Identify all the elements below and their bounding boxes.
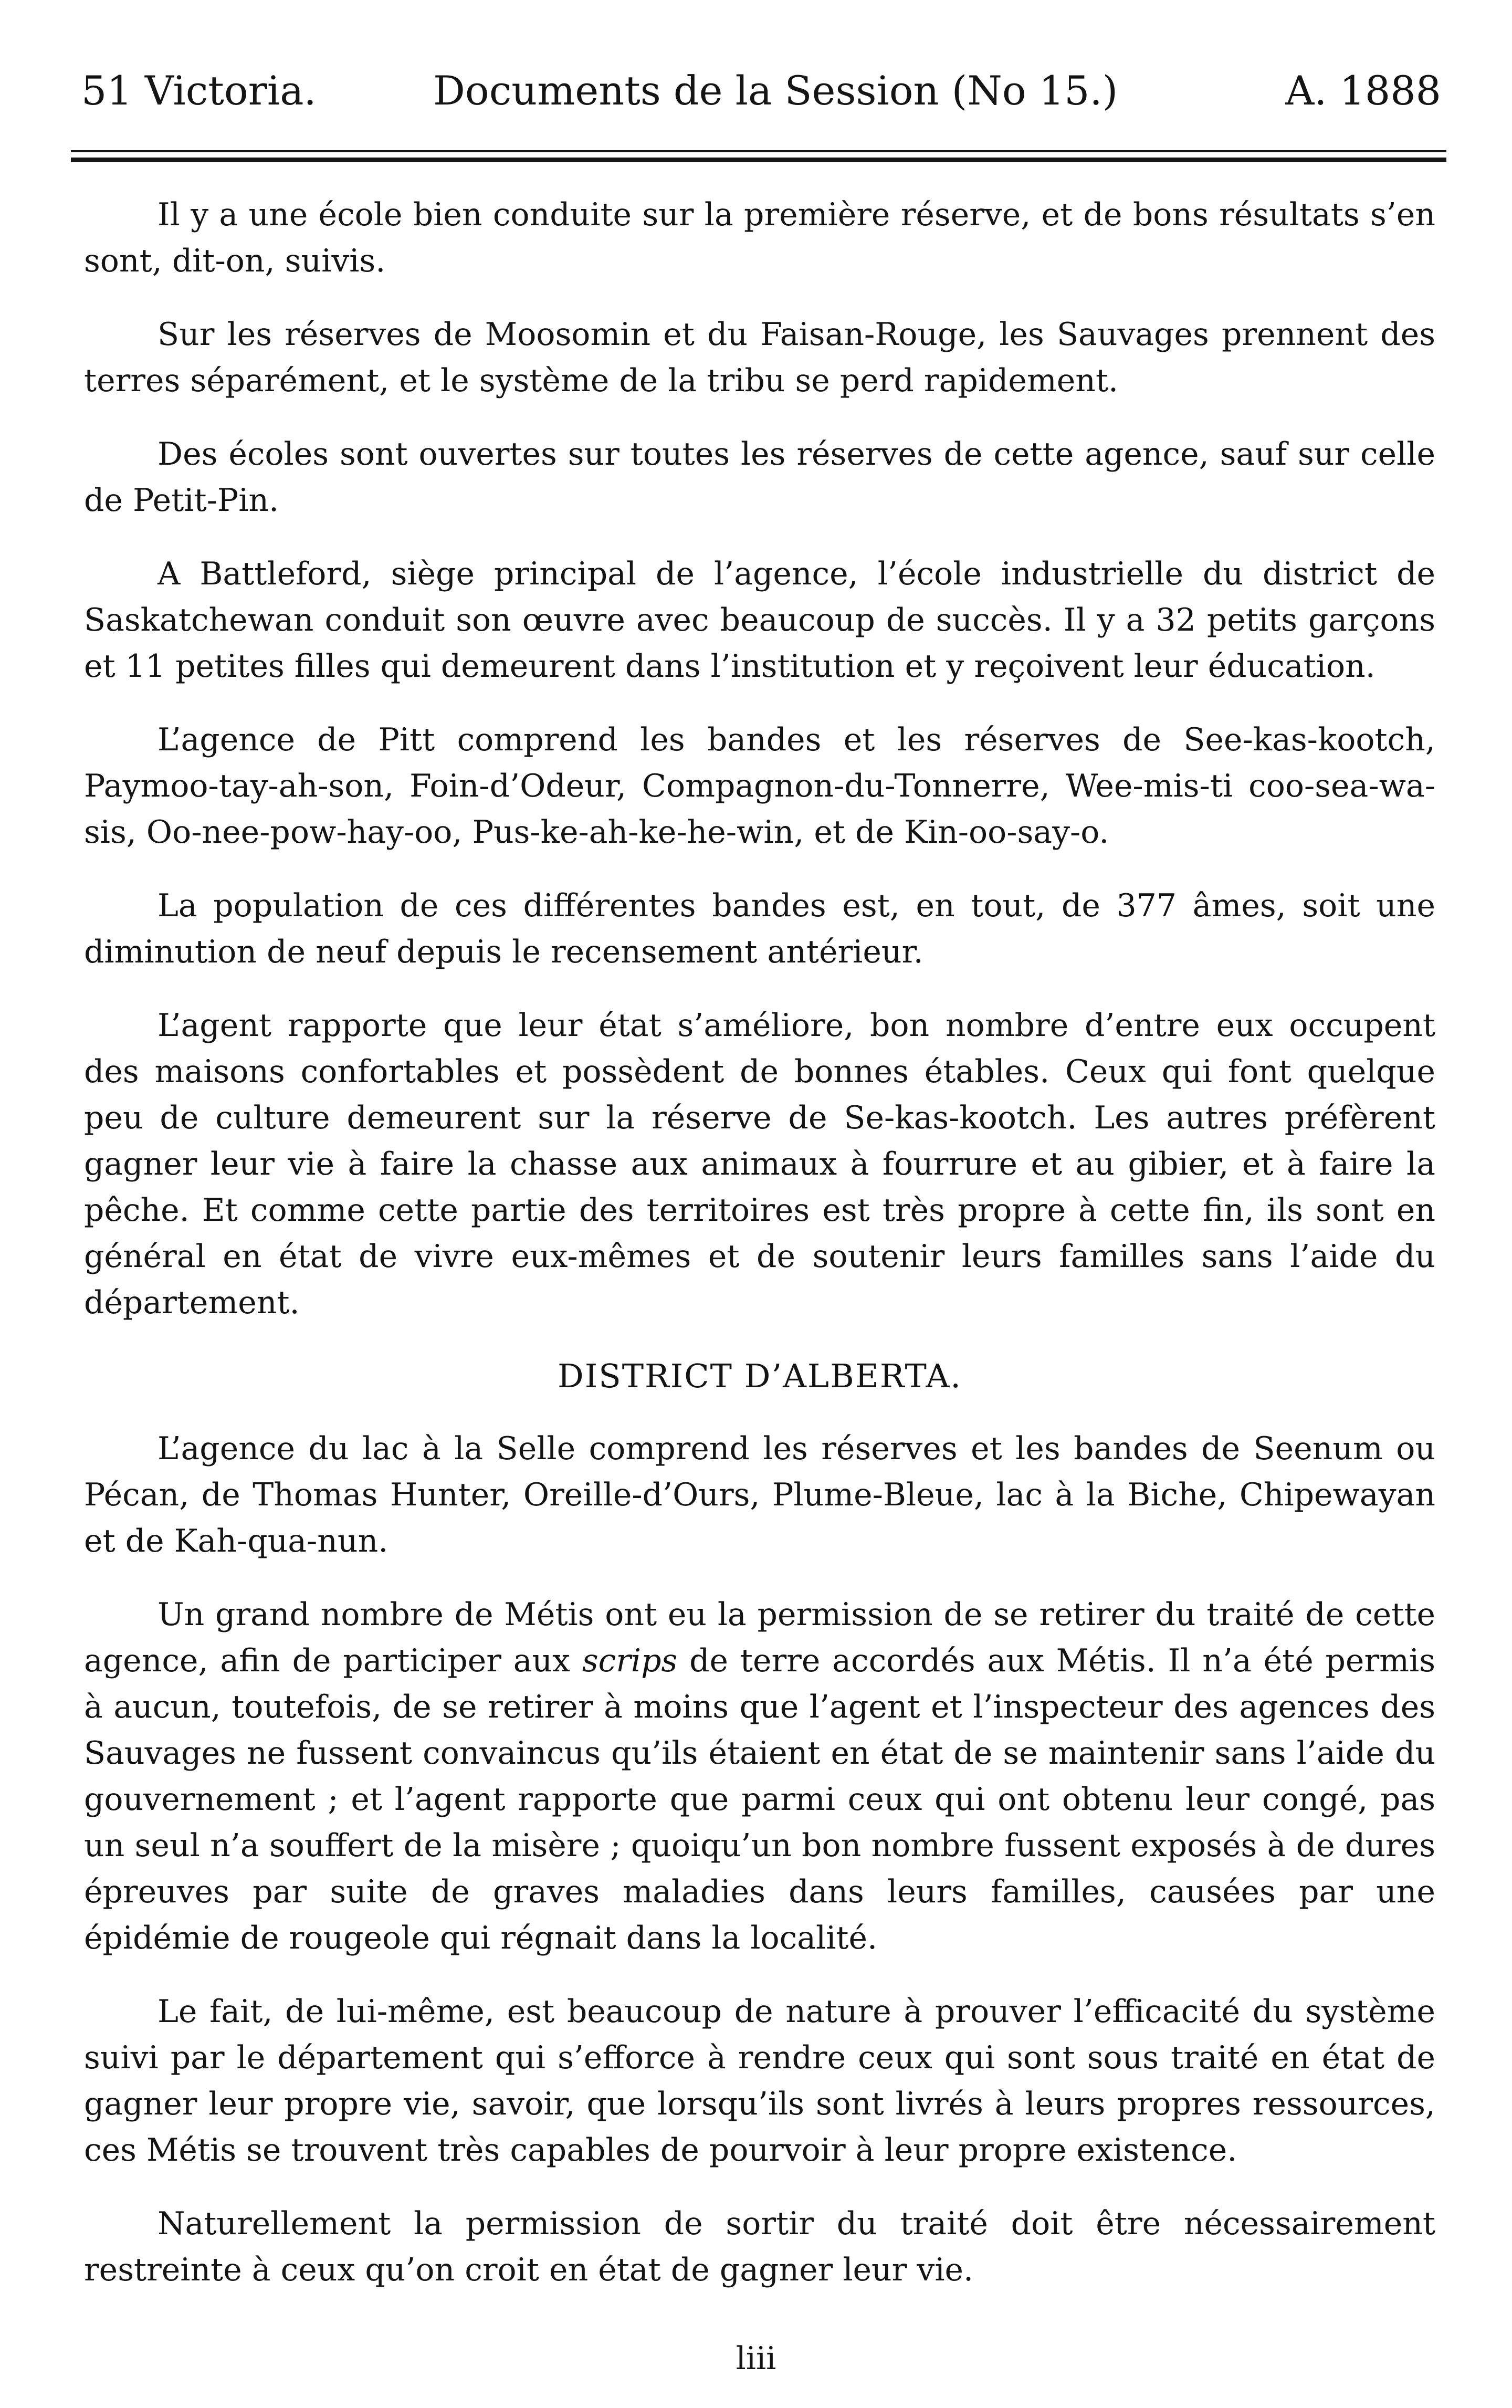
paragraph-battleford: A Battleford, siège principal de l’agence, l’école industrielle du district de Saskatchewan conduit son œuvre avec beaucoup de succès. Il y a 32 petits garçons et 11 petites filles qui demeurent dans l’institution et y reçoivent leur éducation. bbox=[84, 556, 1435, 685]
paragraph-lac-a-la-selle: L’agence du lac à la Selle comprend les réserves et les bandes de Seenum ou Pécan, de Thomas Hunter, Oreille-d’Ours, Plume-Bleue, lac à la Biche, Chipewayan et de Kah-qua-nun. bbox=[84, 1430, 1435, 1559]
paragraph-agent-rapporte: L’agent rapporte que leur état s’améliore, bon nombre d’entre eux occupent des maisons confortables et possèdent de bonnes étables. Ceux qui font quelque peu de culture demeurent sur la réserve de Se-kas-kootch. Les autres préfèrent gagner leur vie à faire la chasse aux animaux à fourrure et au gibier, et à faire la pêche. Et comme cette partie des territoires est très propre à cette fin, ils sont en général en état de vivre eux-mêmes et de soutenir leurs familles sans l’aide du département. bbox=[84, 1007, 1435, 1321]
paragraph-moosomin: Sur les réserves de Moosomin et du Faisan-Rouge, les Sauvages prennent des terres séparément, et le système de la tribu se perd rapidement. bbox=[84, 316, 1435, 399]
paragraph-metis-part-2: de terre accordés aux Métis. Il n’a été permis à aucun, toutefois, de se retirer à moins que l’agent et l’inspecteur des agences des Sauvages ne fussent convaincus qu’ils étaient en état de se maintenir sans l’aide du gouvernement ; et l’agent rapporte que parmi ceux qui ont obtenu leur congé, pas un seul n’a souffert de la misère ; quoiqu’un bon nombre fussent exposés à de dures épreuves par suite de graves maladies dans leurs familles, causées par une épidémie de rougeole qui régnait dans la localité. bbox=[84, 1642, 1435, 1956]
paragraph-le-fait: Le fait, de lui-même, est beaucoup de nature à prouver l’efficacité du système suivi par le département qui s’efforce à rendre ceux qui sont sous traité en état de gagner leur propre vie, savoir, que lorsqu’ils sont livrés à leurs propres ressources, ces Métis se trouvent très capables de pourvoir à leur propre existence. bbox=[84, 1993, 1435, 2169]
header-year: A. 1888 bbox=[1285, 67, 1441, 114]
paragraph-population: La population de ces différentes bandes est, en tout, de 377 âmes, soit une diminution de neuf depuis le recensement antérieur. bbox=[84, 887, 1435, 970]
paragraph-ecoles: Des écoles sont ouvertes sur toutes les réserves de cette agence, sauf sur celle de Petit-Pin. bbox=[84, 436, 1435, 519]
paragraph-metis bbox=[84, 1592, 1435, 1961]
header-title: Documents de la Session (No 15.) bbox=[433, 67, 1118, 114]
running-header bbox=[81, 67, 1441, 125]
paragraph-ecole: Il y a une école bien conduite sur la première réserve, et de bons résultats s’en sont, dit-on, suivis. bbox=[84, 196, 1435, 279]
paragraph-metis-part-1: Un grand nombre de Métis ont eu la permission de se retirer du traité de cette agence, afin de participer aux bbox=[84, 1596, 1435, 1679]
section-heading: DISTRICT D’ALBERTA. bbox=[558, 1357, 962, 1395]
page-number: liii bbox=[736, 2340, 776, 2377]
paragraph-naturellement: Naturellement la permission de sortir du traité doit être nécessairement restreinte à ceux qu’on croit en état de gagner leur vie. bbox=[84, 2205, 1435, 2288]
italic-scrips: scrips bbox=[582, 1642, 678, 1679]
body-text bbox=[84, 192, 1435, 2320]
header-rule-thick bbox=[71, 158, 1446, 162]
header-regnal-year: 51 Victoria. bbox=[81, 67, 317, 114]
header-rule-thin bbox=[71, 150, 1446, 152]
paragraph-pitt: L’agence de Pitt comprend les bandes et les réserves de See-kas-kootch, Paymoo-tay-ah-son, Foin-d’Odeur, Compagnon-du-Tonnerre, Wee-mis-ti coo-sea-wa-sis, Oo-nee-pow-hay-oo, Pus-ke-ah-ke-he-win, et de Kin-oo-say-o. bbox=[84, 721, 1435, 851]
